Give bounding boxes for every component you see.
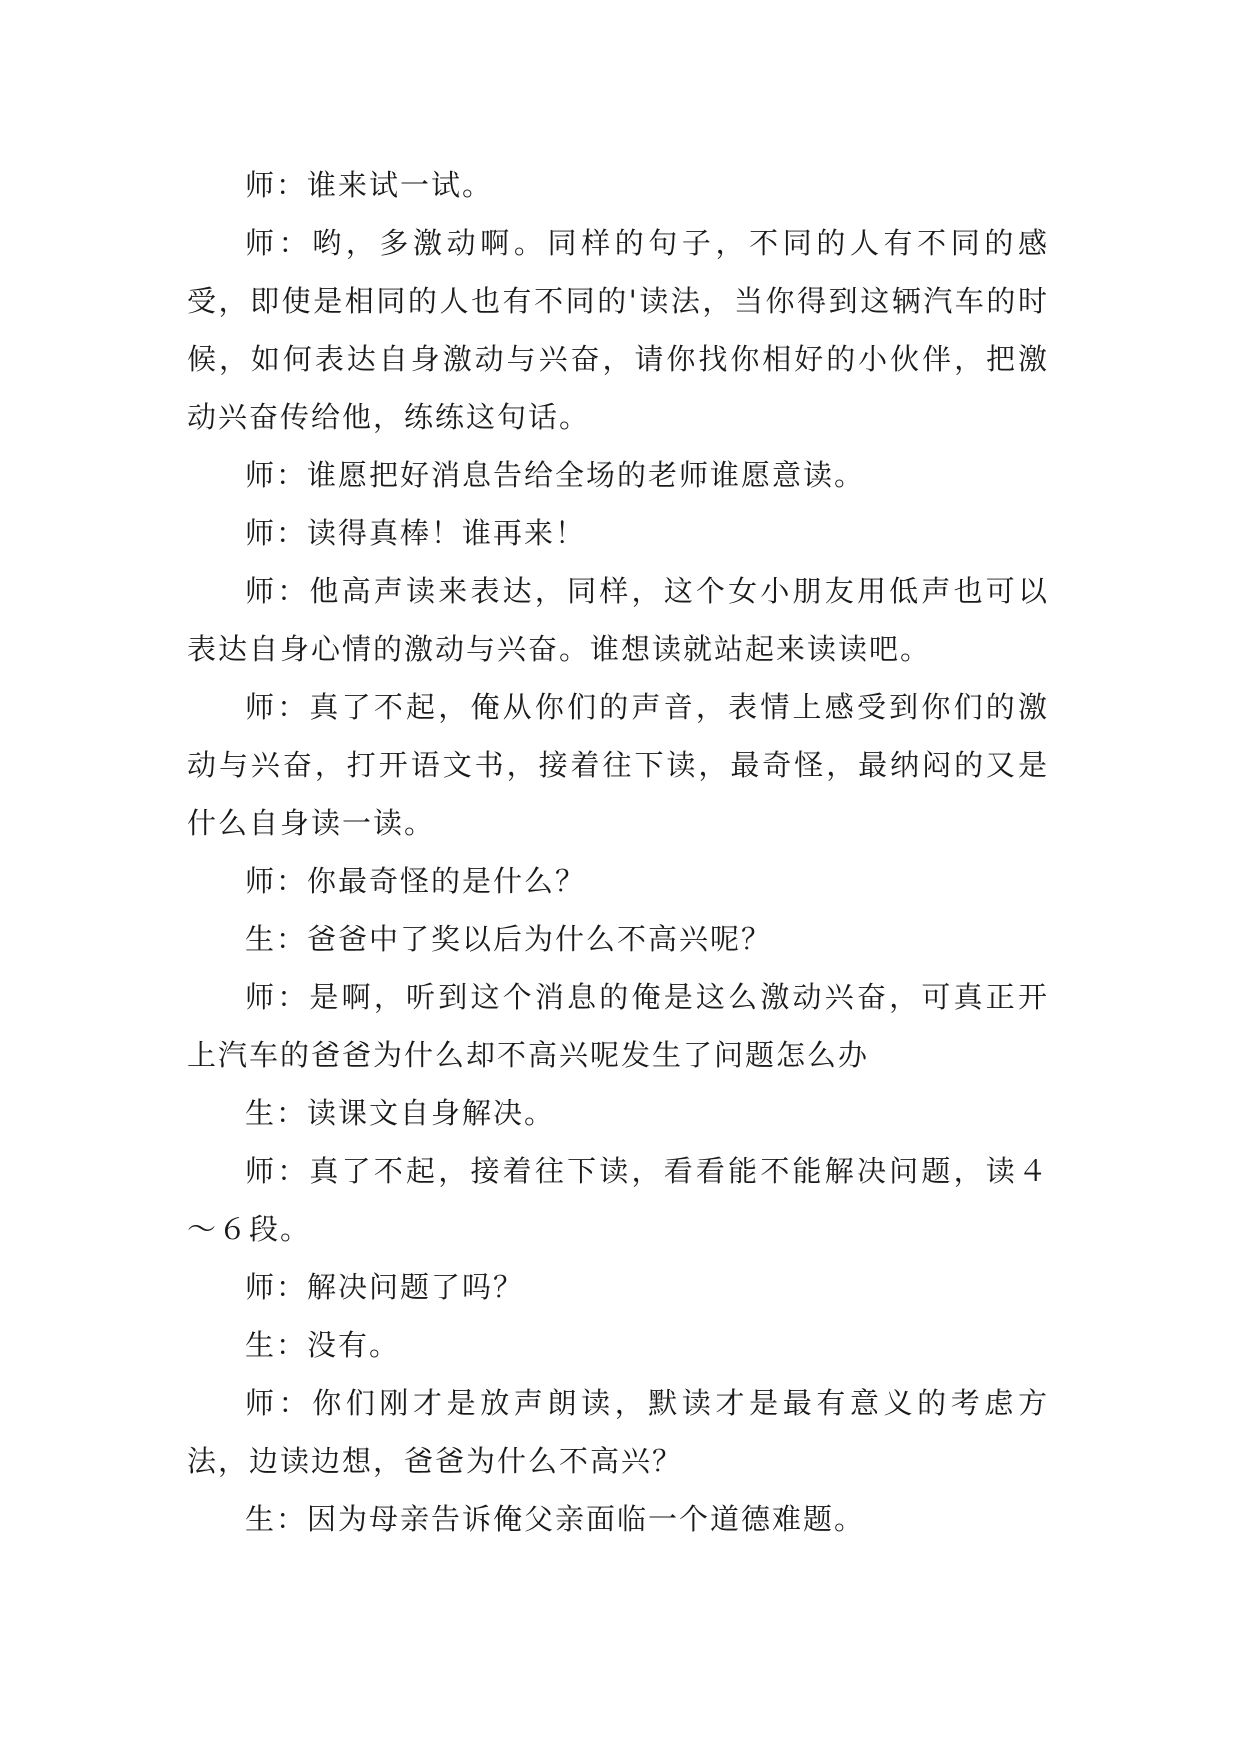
paragraph-8: 生：爸爸中了奖以后为什么不高兴呢？ bbox=[245, 922, 773, 956]
paragraph-10: 生：读课文自身解决。 bbox=[245, 1096, 556, 1130]
paragraph-7: 师：你最奇怪的是什么？ bbox=[245, 864, 587, 898]
paragraph-9: 师：是啊，听到这个消息的俺是这么激动兴奋，可真正开上汽车的爸爸为什么却不高兴呢发生了问题怎么办 bbox=[187, 980, 1049, 1072]
paragraph-15: 生：因为母亲告诉俺父亲面临一个道德难题。 bbox=[245, 1502, 866, 1536]
paragraph-14: 师：你们刚才是放声朗读，默读才是最有意义的考虑方法，边读边想，爸爸为什么不高兴？ bbox=[187, 1386, 1049, 1478]
paragraph-12: 师：解决问题了吗？ bbox=[245, 1270, 525, 1304]
paragraph-13: 生：没有。 bbox=[245, 1328, 401, 1362]
paragraph-1: 师：谁来试一试。 bbox=[245, 168, 494, 202]
paragraph-11: 师：真了不起，接着往下读，看看能不能解决问题，读４～６段。 bbox=[187, 1154, 1049, 1246]
paragraph-4: 师：读得真棒！谁再来！ bbox=[245, 516, 587, 550]
paragraph-6: 师：真了不起，俺从你们的声音，表情上感受到你们的激动与兴奋，打开语文书，接着往下读，最奇怪，最纳闷的又是什么自身读一读。 bbox=[187, 690, 1049, 840]
document-body bbox=[187, 156, 1049, 1548]
paragraph-5: 师：他高声读来表达，同样，这个女小朋友用低声也可以表达自身心情的激动与兴奋。谁想读就站起来读读吧。 bbox=[187, 574, 1049, 666]
paragraph-2: 师：哟，多激动啊。同样的句子，不同的人有不同的感受，即使是相同的人也有不同的'读法，当你得到这辆汽车的时候，如何表达自身激动与兴奋，请你找你相好的小伙伴，把激动兴奋传给他，练练这句话。 bbox=[187, 226, 1049, 434]
paragraph-3: 师：谁愿把好消息告给全场的老师谁愿意读。 bbox=[245, 458, 866, 492]
